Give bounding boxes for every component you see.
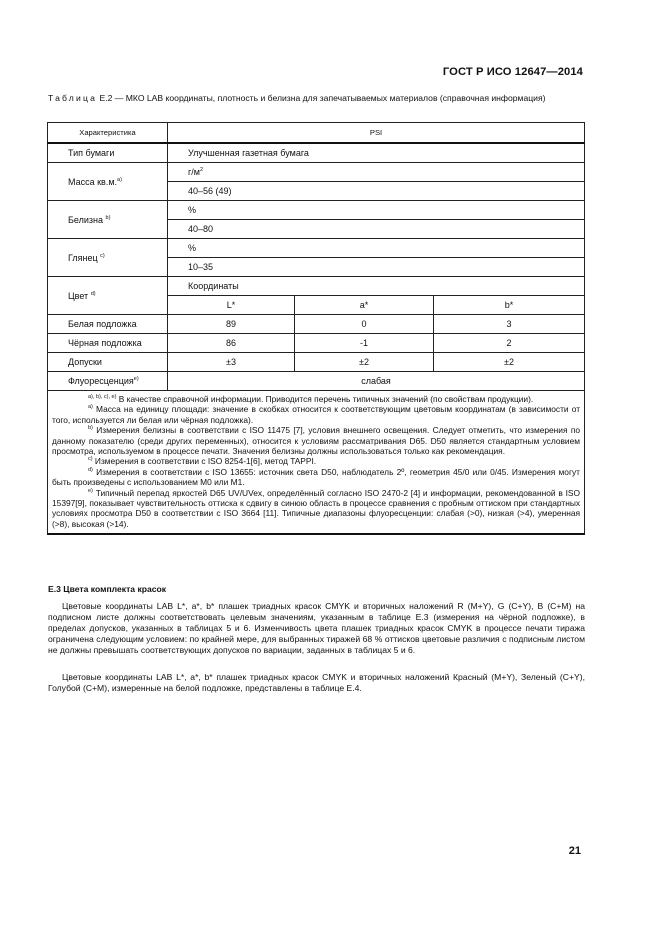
note-e — [52, 488, 580, 530]
col-b: b* — [434, 296, 585, 315]
mass-value: 40–56 (49) — [168, 182, 585, 201]
mass-label: Масса кв.м. — [68, 176, 118, 187]
tolerances-b: ±2 — [434, 353, 585, 372]
col-a: a* — [295, 296, 434, 315]
fluor-note: е) — [133, 376, 139, 382]
mass-unit-cell — [168, 163, 585, 182]
col-L: L* — [168, 296, 295, 315]
note-b-text: Измерения белизны в соответствии с ISO 11475 [7], условия внешнего освещения. Следует отметить, что измерения по данному показателю (среди других переменных), относится к условиям рассматривания D65. D50 является стандартным условием просмотра, используемом в процессе печати. Значения белизны должны использоваться только как рекомендация. — [52, 425, 581, 457]
paragraph-1-text: Цветовые координаты LAB L*, a*, b* плашек триадных красок CMYK и вторичных наложений R (M+Y), G (C+Y), B (C+M) на подписном листе должны соответствовать целевым значениям, указанным в таблице Е.3 (измерения на чёрной подложке), в пределах допусков, указанных в таблицах 5 и 6. Изменчивость цвета плашек триадных красок CMYK в процессе печати тиража ограничена следующим условием: по крайней мере, для выбранных тиражей 68 % оттисков цветовые различия с подписным листом не должны превышать соответствующих допусков по вариации, заданных в таблицах 5 и 6. — [48, 601, 585, 655]
black-backing-L: 86 — [168, 334, 295, 353]
white-backing-label: Белая подложка — [48, 315, 168, 334]
note-a — [52, 404, 580, 425]
row-mass-unit — [48, 163, 585, 182]
row-whiteness-unit — [48, 201, 585, 220]
white-backing-L: 89 — [168, 315, 295, 334]
note-general — [52, 394, 580, 404]
section-title: Е.3 Цвета комплекта красок — [48, 584, 167, 594]
note-a-sup: а) — [88, 404, 93, 411]
color-label-cell — [48, 277, 168, 315]
note-d-text: Измерения в соответствии с ISO 13655: источник света D50, наблюдатель 2º, геометрия 45/0 или 0/45. Измерения могут быть произведены с использованием M0 или M1. — [52, 466, 581, 488]
note-c-sup: с) — [88, 456, 93, 463]
header-psi: PSI — [168, 123, 585, 144]
row-fluorescence — [48, 372, 585, 391]
section-paragraph-2 — [48, 672, 585, 694]
document-header: ГОСТ Р ИСО 12647—2014 — [442, 66, 583, 78]
note-c-text: Измерения в соответствии с ISO 8254-1[6], метод TAPPI. — [92, 456, 317, 467]
mass-label-cell — [48, 163, 168, 201]
whiteness-value: 40–80 — [168, 220, 585, 239]
mass-unit-sup: 2 — [199, 167, 204, 173]
color-note: d) — [90, 290, 96, 297]
color-value: Координаты — [168, 277, 585, 296]
note-general-text: В качестве справочной информации. Приводится перечень типичных значений (по свойствам продукции). — [116, 394, 534, 404]
paragraph-2-text: Цветовые координаты LAB L*, a*, b* плашек триадных красок CMYK и вторичных наложений Красный (M+Y), Зеленый (C+Y), Голубой (C+M), измеренные на белой подложке, представлены в таблице Е.4. — [48, 672, 585, 693]
row-color — [48, 277, 585, 296]
note-c — [52, 456, 580, 466]
gloss-unit: % — [168, 239, 585, 258]
whiteness-label-cell — [48, 201, 168, 239]
gloss-value: 10–35 — [168, 258, 585, 277]
black-backing-a: -1 — [295, 334, 434, 353]
row-white-backing — [48, 315, 585, 334]
paper-type-label: Тип бумаги — [48, 143, 168, 163]
tolerances-a: ±2 — [295, 353, 434, 372]
row-black-backing — [48, 334, 585, 353]
note-b-sup: b) — [88, 425, 93, 432]
tolerances-label: Допуски — [48, 353, 168, 372]
white-backing-b: 3 — [434, 315, 585, 334]
black-backing-b: 2 — [434, 334, 585, 353]
table-notes — [48, 391, 585, 535]
header-characteristic: Характеристика — [48, 123, 168, 144]
note-a-text: Масса на единицу площади: значение в скобках относится к соответствующим цветовым координатам (в зависимости от того, используется ли белая или чёрная подложка). — [52, 404, 581, 425]
gloss-label: Глянец — [68, 252, 98, 263]
note-general-sup: а), b), с), е) — [88, 394, 117, 401]
mass-note: а) — [117, 176, 122, 183]
whiteness-unit: % — [168, 201, 585, 220]
fluor-value: слабая — [168, 372, 585, 391]
row-tolerances — [48, 353, 585, 372]
caption-text: Е.2 — МКО LAB координаты, плотность и белизна для запечатываемых материалов (справочная информация) — [97, 93, 546, 103]
whiteness-note: b) — [105, 214, 111, 221]
note-d — [52, 467, 580, 488]
row-gloss-unit — [48, 239, 585, 258]
table-caption — [48, 93, 584, 104]
properties-table — [47, 122, 585, 535]
black-backing-label: Чёрная подложка — [48, 334, 168, 353]
row-paper-type — [48, 143, 585, 163]
section-paragraph-1 — [48, 601, 585, 656]
gloss-label-cell — [48, 239, 168, 277]
page-number: 21 — [568, 845, 581, 857]
note-e-text: Типичный перепад яркостей D65 UV/UVex, определённый согласно ISO 2470-2 [4] и информации, рекомендованной в ISO 15397[9], показывает чувствительность оттиска к сдвигу в синюю область в процессе сравнения с пробным оттиском при стандартных условиях просмотра D50 в соответствии с ISO 3664 [11]. Типичные диапазоны флуоресценции: слабая (>0), низкая (>4), умеренная (>8), высокая (>14). — [52, 487, 581, 529]
fluor-label-cell — [48, 372, 168, 391]
row-notes — [48, 391, 585, 535]
table-header-row — [48, 123, 585, 144]
whiteness-label: Белизна — [68, 214, 103, 225]
tolerances-L: ±3 — [168, 353, 295, 372]
note-d-sup: d) — [88, 467, 93, 474]
caption-prefix: Таблица — [48, 93, 98, 103]
color-label: Цвет — [68, 290, 89, 301]
paper-type-value: Улучшенная газетная бумага — [168, 143, 585, 163]
white-backing-a: 0 — [295, 315, 434, 334]
note-b — [52, 425, 580, 456]
gloss-note: с) — [100, 252, 105, 259]
note-e-sup: е) — [88, 487, 93, 494]
fluor-label: Флуоресценция — [68, 376, 134, 386]
mass-unit: г/м — [188, 167, 200, 177]
